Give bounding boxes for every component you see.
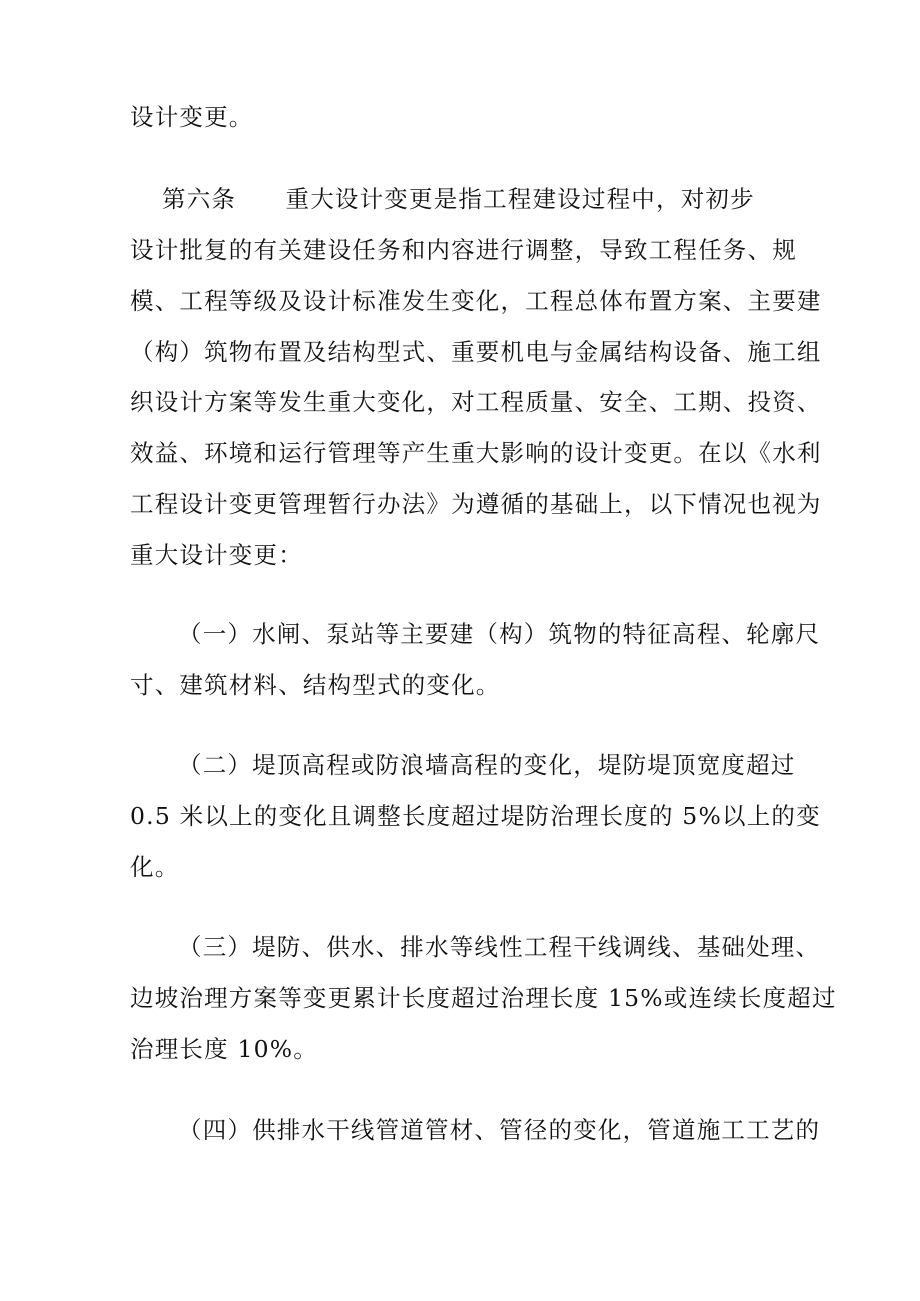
text-line: 工程设计变更管理暂行办法》为遵循的基础上，以下情况也视为 <box>130 490 822 518</box>
text-line: 效益、环境和运行管理等产生重大影响的设计变更。在以《水利 <box>130 439 822 467</box>
item-four-line: （四）供排水干线管道管材、管径的变化，管道施工工艺的 <box>178 1116 821 1144</box>
text-line: 设计批复的有关建设任务和内容进行调整，导致工程任务、规 <box>130 236 797 264</box>
text-line: 化。 <box>130 853 180 881</box>
text-line: 模、工程等级及设计标准发生变化，工程总体布置方案、主要建 <box>130 287 822 315</box>
text-line: 治理长度 10%。 <box>130 1035 319 1063</box>
text-line: 寸、建筑材料、结构型式的变化。 <box>130 671 501 699</box>
text-line: 0.5 米以上的变化且调整长度超过堤防治理长度的 5%以上的变 <box>130 802 821 830</box>
text-line: （构）筑物布置及结构型式、重要机电与金属结构设备、施工组 <box>130 338 822 366</box>
item-three-line: （三）堤防、供水、排水等线性工程干线调线、基础处理、 <box>178 933 821 961</box>
text-line: 重大设计变更： <box>130 541 303 569</box>
article-six-heading-line: 第六条 重大设计变更是指工程建设过程中，对初步 <box>162 185 755 213</box>
text-line: 边坡治理方案等变更累计长度超过治理长度 15%或连续长度超过 <box>130 984 837 1012</box>
text-line: 设计变更。 <box>130 103 254 131</box>
item-two-line: （二）堤顶高程或防浪墙高程的变化，堤防堤顶宽度超过 <box>178 751 796 779</box>
text-line: 织设计方案等发生重大变化，对工程质量、安全、工期、投资、 <box>130 388 822 416</box>
item-one-line: （一）水闸、泵站等主要建（构）筑物的特征高程、轮廓尺 <box>178 620 821 648</box>
